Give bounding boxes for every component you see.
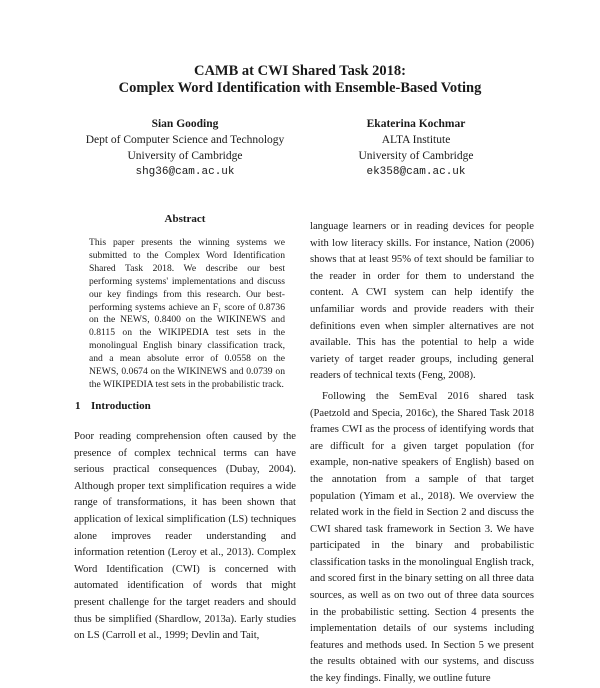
paragraph: language learners or in reading devices for people with low literacy skills. For instance, Nation (2006) shows that at least 95% of text should be familiar to the reader in order for them to understand the content. A CWI system can help identify the unfamiliar words and provide readers with their definitions even when simpler alternatives are not available. This has the potential to help a wide variety of target reader groups, including general readers of technical texts (Feng, 2008). [310, 221, 534, 382]
paper-title-line-2: Complex Word Identification with Ensemble-Based Voting [118, 80, 482, 96]
left-column-text [74, 429, 296, 642]
author-name: Sian Gooding [151, 118, 219, 130]
section-number: 1 [75, 400, 81, 412]
author-block-2 [286, 116, 546, 180]
paper-title-line-1: CAMB at CWI Shared Task 2018: [193, 63, 407, 79]
author-email: shg36@cam.ac.uk [135, 166, 235, 178]
author-affiliation: Dept of Computer Science and Technology [85, 134, 285, 146]
section-heading [75, 400, 151, 412]
author-block-1 [55, 116, 315, 180]
author-affiliation: University of Cambridge [358, 150, 474, 162]
author-affiliation: University of Cambridge [127, 150, 243, 162]
author-name: Ekaterina Kochmar [366, 118, 466, 130]
author-email: ek358@cam.ac.uk [366, 166, 466, 178]
author-affiliation: ALTA Institute [381, 134, 451, 146]
paragraph: Following the SemEval 2016 shared task (Paetzold and Specia, 2016c), the Shared Task 2018 frames CWI as the process of identifying words that are difficult for a given target population (for example, non-native speakers of English) based on the annotation from a sample of that target population (Yimam et al., 2018). We overview the related work in the field in Section 2 and discuss the CWI shared task framework in Section 3. We have participated in the binary and probabilistic classification tasks in the monolingual English track, and scored first in the binary setting on all three data sources, as well as on two out of three data sources in the probabilistic setting. Section 4 presents the implementation details of our systems including features and methods used. In Section 5 we present the results obtained with our systems, and discuss the key findings. Finally, we outline future [310, 390, 534, 685]
abstract-text: This paper presents the winning systems we submitted to the Complex Word Identification Shared Task 2018. We describe our best performing systems' implementations and discuss our key findings from this research. Our best-performing systems achieve an F₁ score of 0.8736 on the NEWS, 0.8400 on the WIKINEWS and 0.8115 on the WIKIPEDIA test sets in the monolingual English binary classification track, and a mean absolute error of 0.0558 on the NEWS, 0.0674 on the WIKINEWS and 0.0739 on the WIKIPEDIA test sets in the probabilistic track. [89, 237, 285, 390]
paragraph: Poor reading comprehension often caused by the presence of complex technical terms can have serious practical consequences (Dubay, 2004). Although proper text simplification requires a wide range of transformations, it has been shown that application of lexical simplification (LS) techniques alone improves reader understanding and information retention (Leroy et al., 2013). Complex Word Identification (CWI) is concerned with automated identification of words that might present challenge for the target readers and should thus be simplified (Shardlow, 2013a). Early studies on LS (Carroll et al., 1999; Devlin and Tait, [74, 431, 296, 642]
section-title: Introduction [91, 400, 151, 412]
right-column-text [310, 219, 534, 685]
abstract-heading: Abstract [164, 213, 206, 225]
